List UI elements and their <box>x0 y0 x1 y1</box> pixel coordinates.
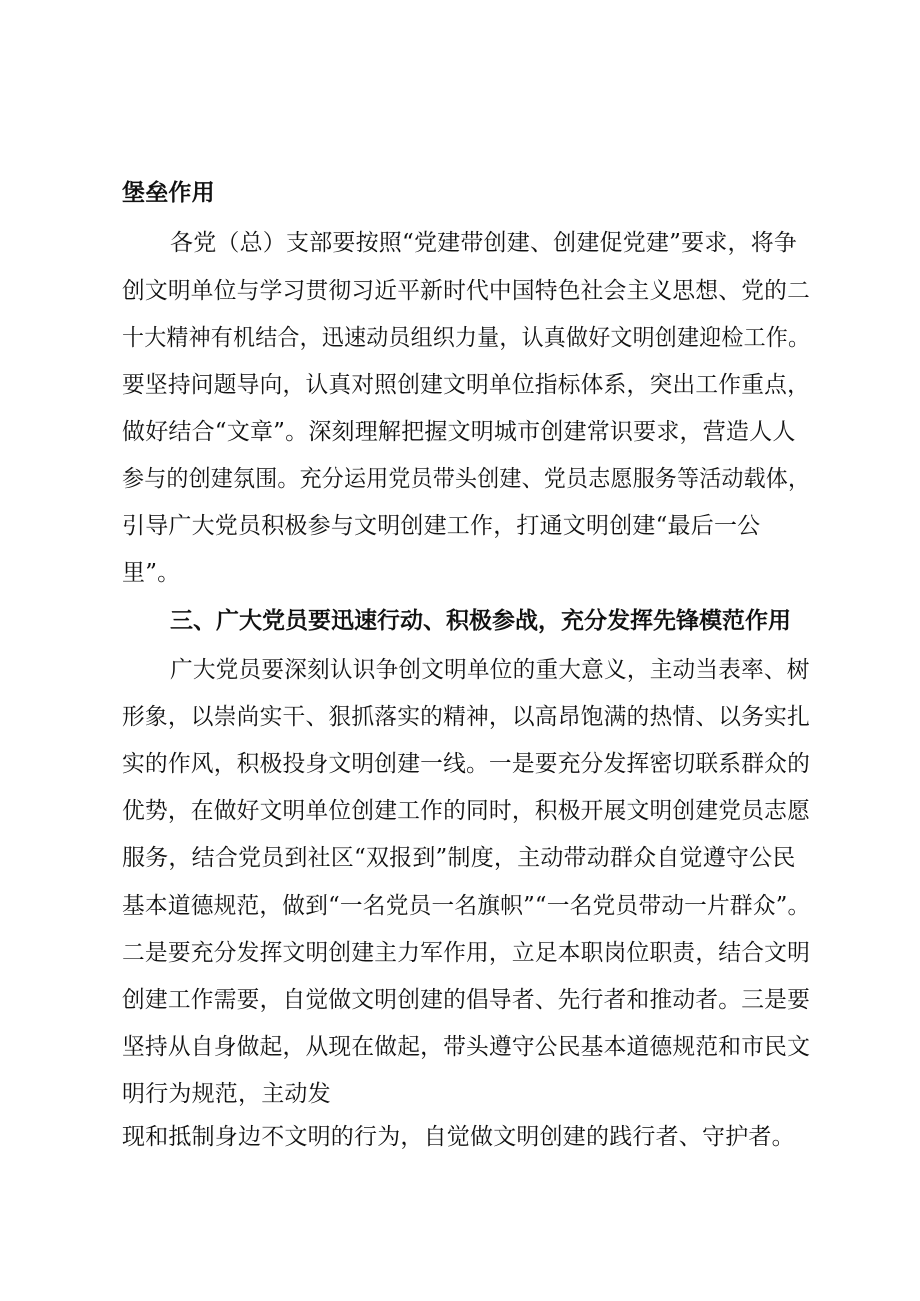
paragraph-line: 服务，结合党员到社区“双报到”制度，主动带动群众自觉遵守公民 <box>122 845 796 871</box>
paragraph-line: 优势，在做好文明单位创建工作的同时，积极开展文明创建党员志愿 <box>122 798 810 824</box>
paragraph-line: 坚持从自身做起，从现在做起，带头遵守公民基本道德规范和市民文 <box>122 1034 810 1060</box>
paragraph-line: 实的作风，积极投身文明创建一线。一是要充分发挥密切联系群众的 <box>122 751 810 777</box>
paragraph-line: 创文明单位与学习贯彻习近平新时代中国特色社会主义思想、党的二 <box>122 278 810 304</box>
section-heading: 三、广大党员要迅速行动、积极参战，充分发挥先锋模范作用 <box>170 608 791 634</box>
paragraph-line: 基本道德规范，做到“一名党员一名旗帜”“一名党员带动一片群众”。 <box>122 893 811 919</box>
paragraph-line: 现和抵制身边不文明的行为，自觉做文明创建的践行者、守护者。 <box>122 1124 795 1150</box>
paragraph-line: 广大党员要深刻认识争创文明单位的重大意义，主动当表率、树 <box>170 657 810 683</box>
paragraph-line: 形象，以崇尚实干、狠抓落实的精神，以高昂饱满的热情、以务实扎 <box>122 704 810 730</box>
paragraph-line: 做好结合“文章”。深刻理解把握文明城市创建常识要求，营造人人 <box>122 419 796 445</box>
paragraph-line: 各党（总）支部要按照“党建带创建、创建促党建”要求，将争 <box>170 230 798 256</box>
heading-continuation: 堡垒作用 <box>122 180 215 206</box>
paragraph-line: 要坚持问题导向，认真对照创建文明单位指标体系，突出工作重点， <box>122 372 810 398</box>
paragraph-line: 引导广大党员积极参与文明创建工作，打通文明创建“最后一公 <box>122 513 761 539</box>
paragraph-line: 十大精神有机结合，迅速动员组织力量，认真做好文明创建迎检工作。 <box>122 325 811 351</box>
paragraph-line: 二是要充分发挥文明创建主力军作用，立足本职岗位职责，结合文明 <box>122 940 810 966</box>
paragraph-line: 明行为规范，主动发 <box>122 1081 331 1107</box>
paragraph-line: 参与的创建氛围。充分运用党员带头创建、党员志愿服务等活动载体， <box>122 466 811 492</box>
paragraph-line: 创建工作需要，自觉做文明创建的倡导者、先行者和推动者。三是要 <box>122 987 810 1013</box>
paragraph-line: 里”。 <box>122 560 181 586</box>
